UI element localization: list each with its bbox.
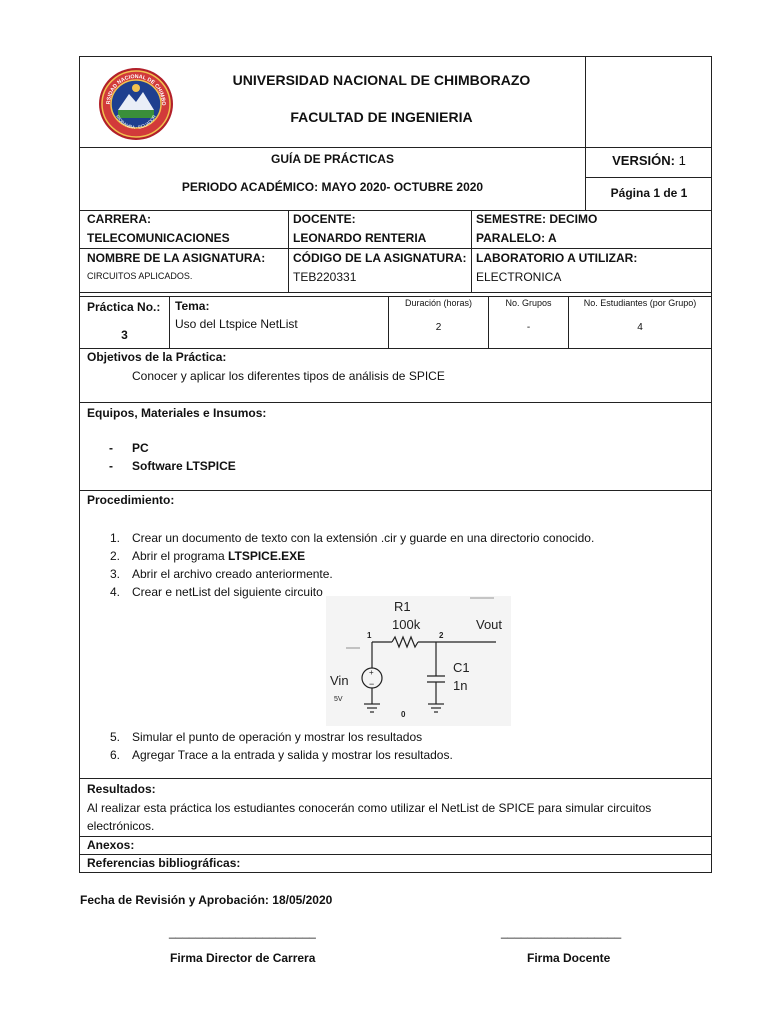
node-1: 1: [367, 631, 372, 640]
objectives-label: Objetivos de la Práctica:: [87, 350, 227, 364]
equipment-list: [109, 439, 409, 475]
version: [586, 153, 712, 168]
academic-period: PERIODO ACADÉMICO: MAYO 2020- OCTUBRE 2020: [181, 180, 484, 194]
node-0: 0: [401, 710, 406, 719]
annexes-label: Anexos:: [87, 838, 135, 852]
list-item: 4. Crear e netList del siguiente circuito: [110, 585, 323, 599]
revision-date: Fecha de Revisión y Aprobación: 18/05/2020: [80, 893, 333, 907]
career-label: CARRERA:: [87, 212, 151, 226]
r1-value: 100k: [392, 617, 421, 632]
topic-value: Uso del Ltspice NetList: [175, 317, 298, 331]
vin-value: 5V: [334, 696, 343, 703]
topic-label: Tema:: [175, 299, 210, 313]
guide-title: GUÍA DE PRÁCTICAS: [271, 152, 394, 166]
r1-name: R1: [394, 599, 411, 614]
c1-value: 1n: [453, 678, 468, 693]
signature-line-director: ______________________: [169, 925, 316, 939]
version-value: 1: [678, 153, 686, 168]
practice-no-value: 3: [121, 328, 128, 342]
teacher-signature-label: Firma Docente: [527, 951, 611, 965]
university-seal: [96, 66, 176, 142]
duration-value: 2: [435, 322, 442, 333]
semester: SEMESTRE: DECIMO: [476, 212, 598, 226]
equipment-label: Equipos, Materiales e Insumos:: [87, 406, 267, 420]
procedure-steps-1-4: [110, 529, 710, 601]
results-text-line1: Al realizar esta práctica los estudiantes conocerán como utilizar el NetList de SPICE para simular circuitos: [87, 801, 652, 815]
svg-text:+: +: [369, 668, 374, 677]
signature-line-teacher: __________________: [501, 925, 622, 939]
svg-text:−: −: [369, 679, 375, 689]
list-item: - PC: [109, 441, 149, 455]
list-item: 2. Abrir el programa LTSPICE.EXE: [110, 549, 306, 563]
duration-label: Duración (horas): [404, 298, 473, 308]
director-signature-label: Firma Director de Carrera: [170, 951, 316, 965]
groups-value: -: [526, 322, 531, 333]
groups-label: No. Grupos: [505, 298, 552, 308]
students-value: 4: [637, 322, 643, 333]
parallel: PARALELO: A: [476, 231, 557, 245]
procedure-label: Procedimiento:: [87, 493, 175, 507]
teacher-label: DOCENTE:: [293, 212, 356, 226]
teacher-value: LEONARDO RENTERIA: [293, 231, 427, 245]
list-item: 3. Abrir el archivo creado anteriormente.: [110, 567, 333, 581]
version-label: VERSIÓN:: [612, 153, 675, 168]
svg-text:UNIVERSIDAD NACIONAL DE CHIMBO: RSIDAD NACIONAL DE CHIMBO: [105, 73, 167, 106]
svg-text:RIOBAMBA - ECUADOR: RIOBAMBA - ECUADOR: [115, 114, 157, 130]
results-label: Resultados:: [87, 782, 156, 796]
vin-label: Vin: [330, 673, 349, 688]
procedure-steps-5-6: [110, 728, 710, 764]
students-label: No. Estudiantes (por Grupo): [583, 298, 697, 308]
code-value: TEB220331: [293, 270, 357, 284]
node-2: 2: [439, 631, 444, 640]
page-count: Página 1 de 1: [610, 186, 688, 200]
references-label: Referencias bibliográficas:: [87, 856, 241, 870]
list-item: 1. Crear un documento de texto con la extensión .cir y guarde en una directorio conocido.: [110, 531, 595, 545]
subject-value: CIRCUITOS APLICADOS.: [87, 271, 193, 281]
career-value: TELECOMUNICACIONES: [87, 231, 230, 245]
list-item: - Software LTSPICE: [109, 459, 236, 473]
subject-label: NOMBRE DE LA ASIGNATURA:: [87, 251, 266, 265]
university-name: UNIVERSIDAD NACIONAL DE CHIMBORAZO: [232, 72, 531, 88]
list-item: 5. Simular el punto de operación y mostrar los resultados: [110, 730, 423, 744]
results-text-line2: electrónicos.: [87, 819, 155, 833]
c1-name: C1: [453, 660, 470, 675]
faculty-name: FACULTAD DE INGENIERIA: [290, 109, 473, 125]
circuit-diagram: [326, 596, 511, 726]
list-item: 6. Agregar Trace a la entrada y salida y mostrar los resultados.: [110, 748, 453, 762]
code-label: CÓDIGO DE LA ASIGNATURA:: [293, 251, 467, 265]
vout-label: Vout: [476, 617, 503, 632]
lab-value: ELECTRONICA: [476, 270, 562, 284]
objectives-text: Conocer y aplicar los diferentes tipos de análisis de SPICE: [132, 369, 445, 383]
lab-label: LABORATORIO A UTILIZAR:: [476, 251, 638, 265]
practice-no-label: Práctica No.:: [87, 300, 161, 314]
